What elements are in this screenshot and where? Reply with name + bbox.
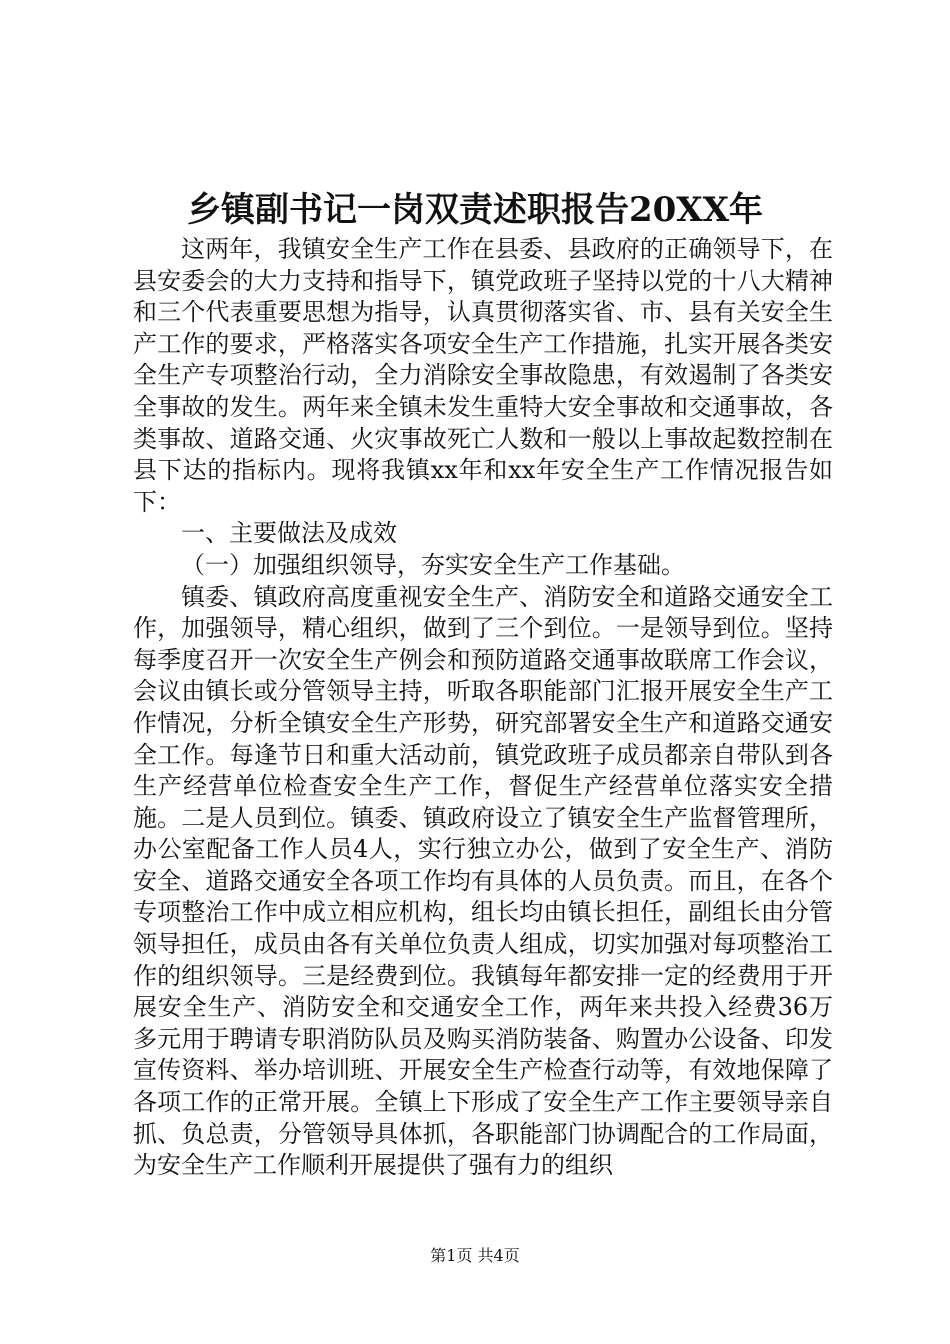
subsection-heading: （一）加强组织领导，夯实安全生产工作基础。 — [181, 550, 685, 579]
paragraph-intro: 这两年，我镇安全生产工作在县委、县政府的正确领导下，在县安委会的大力支持和指导下，镇党政班子坚持以党的十八大精神和三个代表重要思想为指导，认真贯彻落实省、市、县有关安全生产工作的要求，严格落实各项安全生产工作措施，扎实开展各类安全生产专项整治行动，全力消除安全事故隐患，有效遏制了各类安全事故的发生。两年来全镇未发生重特大安全事故和交通事故，各类事故、道路交通、火灾事故死亡人数和一般以上事故起数控制在县下达的指标内。现将我镇xx年和xx年安全生产工作情况报告如下： — [133, 235, 833, 516]
section-heading: 一、主要做法及成效 — [181, 519, 397, 548]
paragraph-body: 镇委、镇政府高度重视安全生产、消防安全和道路交通安全工作，加强领导，精心组织，做到了三个到位。一是领导到位。坚持每季度召开一次安全生产例会和预防道路交通事故联席工作会议，会议由镇长或分管领导主持，听取各职能部门汇报开展安全生产工作情况，分析全镇安全生产形势，研究部署安全生产和道路交通安全工作。每逢节日和重大活动前，镇党政班子成员都亲自带队到各生产经营单位检查安全生产工作，督促生产经营单位落实安全措施。二是人员到位。镇委、镇政府设立了镇安全生产监督管理所，办公室配备工作人员4人，实行独立办公，做到了安全生产、消防安全、道路交通安全各项工作均有具体的人员负责。而且，在各个专项整治工作中成立相应机构，组长均由镇长担任，副组长由分管领导担任，成员由各有关单位负责人组成，切实加强对每项整治工作的组织领导。三是经费到位。我镇每年都安排一定的经费用于开展安全生产、消防安全和交通安全工作，两年来共投入经费36万多元用于聘请专职消防队员及购买消防装备、购置办公设备、印发宣传资料、举办培训班、开展安全生产检查行动等，有效地保障了各项工作的正常开展。全镇上下形成了安全生产工作主要领导亲自抓、负总责，分管领导具体抓，各职能部门协调配合的工作局面，为安全生产工作顺利开展提供了强有力的组织 — [133, 582, 833, 1180]
document-title: 乡镇副书记一岗双责述职报告20XX年 — [186, 190, 764, 230]
document-body — [133, 234, 833, 1182]
page-number-footer: 第1页 共4页 — [430, 1246, 520, 1265]
